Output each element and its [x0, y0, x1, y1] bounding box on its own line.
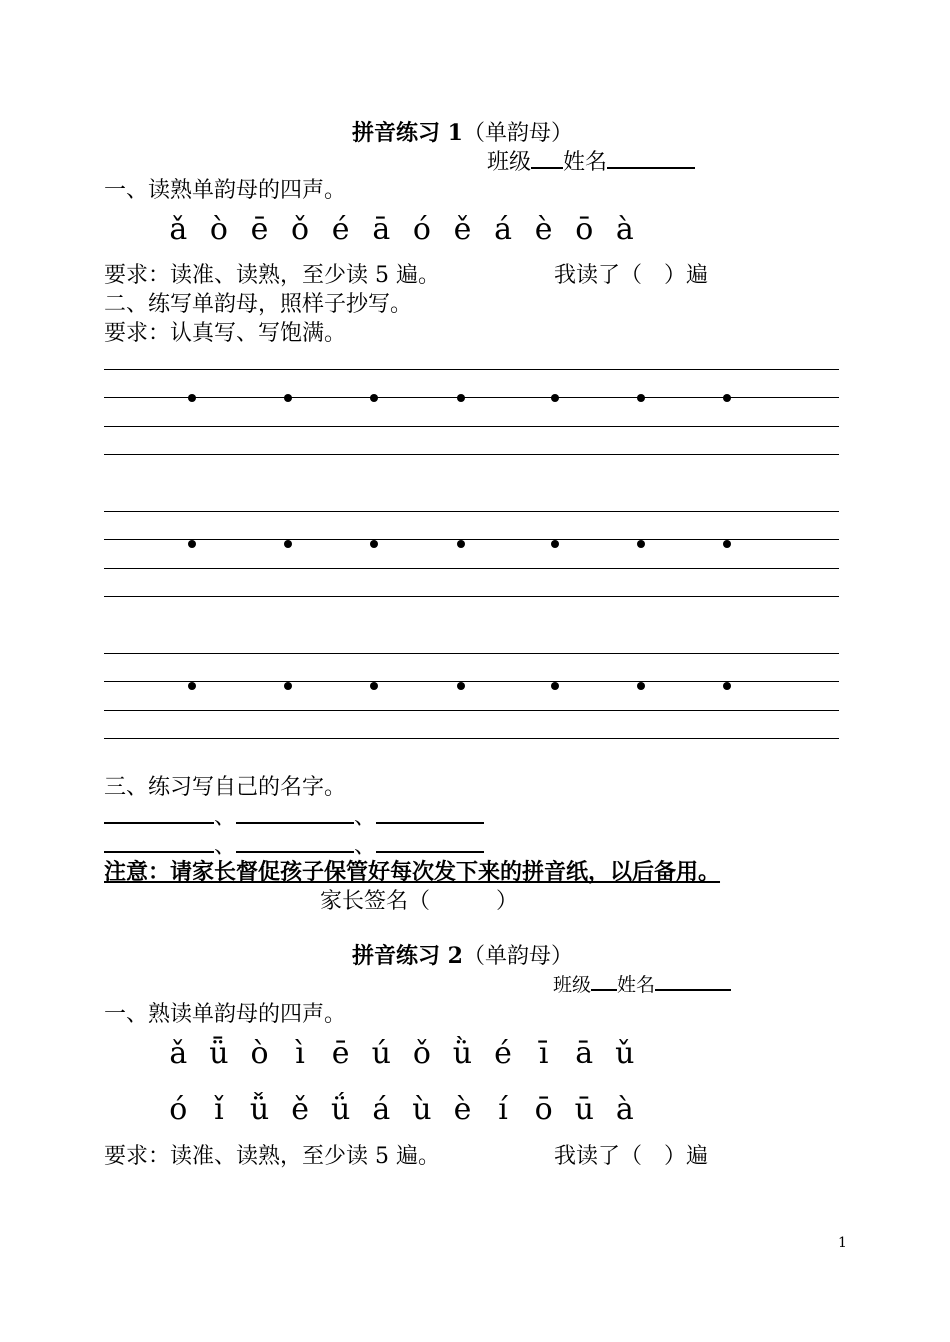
separator: 、	[354, 834, 377, 859]
pinyin-letter: ě	[453, 212, 472, 247]
name-write-blank[interactable]	[376, 802, 484, 824]
pinyin-letter: ō	[534, 1092, 553, 1127]
pinyin-letter: ǎ	[169, 1036, 188, 1071]
class-label: 班级	[553, 974, 592, 996]
guide-dot	[188, 682, 196, 690]
guide-dot	[284, 540, 292, 548]
name-blank[interactable]	[655, 972, 731, 991]
guide-dot	[370, 682, 378, 690]
section2-part1-heading: 一、熟读单韵母的四声。	[104, 1002, 347, 1027]
parent-signature[interactable]: 家长签名（ ）	[320, 889, 519, 914]
pinyin-letter: ù	[412, 1092, 432, 1127]
pinyin-letter: é	[331, 212, 350, 247]
name-write-blank[interactable]	[236, 831, 354, 853]
guide-dot	[457, 394, 465, 402]
section2-title-paren: （单韵母）	[462, 944, 573, 969]
pinyin-letter: ě	[291, 1092, 309, 1127]
pinyin-letter: ǎ	[169, 212, 188, 247]
section2-read-count: 我读了（ ）遍	[554, 1144, 709, 1169]
pinyin-letter: ǜ	[452, 1036, 473, 1071]
section2-pinyin-row-1	[158, 1036, 645, 1071]
pinyin-letter: í	[498, 1092, 508, 1127]
section1-part2-heading: 二、练写单韵母，照样子抄写。	[104, 292, 413, 317]
guide-dot	[284, 394, 292, 402]
pinyin-letter: ī	[538, 1036, 549, 1071]
name-write-blank[interactable]	[376, 831, 484, 853]
pinyin-letter: ó	[169, 1092, 188, 1127]
pinyin-letter: è	[534, 212, 553, 247]
pinyin-letter: ū	[574, 1092, 594, 1127]
name-label: 姓名	[617, 974, 656, 996]
section2-title	[352, 939, 573, 970]
guide-dot	[284, 682, 292, 690]
pinyin-letter: ǒ	[291, 212, 310, 247]
guide-dot	[457, 540, 465, 548]
name-write-blank[interactable]	[236, 802, 354, 824]
pinyin-letter: ǐ	[214, 1092, 224, 1127]
grid-line	[104, 454, 839, 455]
pinyin-letter: ǖ	[209, 1036, 229, 1071]
class-label: 班级	[487, 150, 532, 175]
pinyin-letter: ā	[372, 212, 391, 247]
guide-dot	[370, 540, 378, 548]
pinyin-letter: ú	[371, 1036, 391, 1071]
guide-dot	[723, 682, 731, 690]
guide-dot	[723, 394, 731, 402]
section1-read-count: 我读了（ ）遍	[554, 263, 709, 288]
guide-dot	[370, 394, 378, 402]
section1-part2-requirement: 要求：认真写、写饱满。	[104, 321, 347, 346]
section1-title-paren: （单韵母）	[462, 121, 573, 146]
section2-class-name-line	[553, 970, 731, 997]
pinyin-letter: ō	[575, 212, 594, 247]
pinyin-letter: é	[494, 1036, 512, 1071]
page-number: 1	[838, 1235, 847, 1251]
name-write-blank[interactable]	[104, 802, 214, 824]
grid-line	[104, 426, 839, 427]
pinyin-letter: ǒ	[412, 1036, 431, 1071]
pinyin-letter: ē	[250, 212, 269, 247]
grid-line	[104, 653, 839, 654]
name-blanks-row-1	[104, 800, 484, 831]
name-label: 姓名	[563, 150, 608, 175]
pinyin-letter: á	[372, 1092, 391, 1127]
parent-notice: 注意：请家长督促孩子保管好每次发下来的拼音纸，以后备用。	[104, 859, 721, 885]
pinyin-letter: è	[453, 1092, 472, 1127]
pinyin-letter: ǚ	[249, 1092, 270, 1127]
guide-dot	[188, 394, 196, 402]
pinyin-letter: ā	[575, 1036, 594, 1071]
section2-requirement: 要求：读准、读熟，至少读 5 遍。	[104, 1144, 440, 1169]
class-blank[interactable]	[591, 972, 617, 991]
guide-dot	[723, 540, 731, 548]
guide-dot	[637, 394, 645, 402]
guide-dot	[551, 682, 559, 690]
section2-pinyin-row-2	[158, 1092, 645, 1127]
section1-part1-heading: 一、读熟单韵母的四声。	[104, 178, 347, 203]
grid-line	[104, 596, 839, 597]
guide-dot	[637, 682, 645, 690]
separator: 、	[214, 834, 237, 859]
pinyin-letter: ò	[209, 212, 228, 247]
section2-title-main: 拼音练习 2	[352, 943, 463, 969]
section1-pinyin-row	[158, 212, 645, 247]
class-blank[interactable]	[531, 147, 563, 169]
grid-line	[104, 511, 839, 512]
pinyin-letter: ò	[250, 1036, 269, 1071]
pinyin-letter: ē	[331, 1036, 350, 1071]
guide-dot	[551, 394, 559, 402]
section1-requirement: 要求：读准、读熟，至少读 5 遍。	[104, 263, 440, 288]
separator: 、	[354, 805, 377, 830]
section1-part3-heading: 三、练习写自己的名字。	[104, 775, 347, 800]
section1-title	[352, 116, 573, 147]
guide-dot	[637, 540, 645, 548]
separator: 、	[214, 805, 237, 830]
pinyin-letter: á	[494, 212, 512, 247]
section1-title-main: 拼音练习 1	[352, 120, 463, 146]
grid-line	[104, 568, 839, 569]
guide-dot	[457, 682, 465, 690]
grid-line	[104, 738, 839, 739]
pinyin-letter: ó	[412, 212, 431, 247]
guide-dot	[551, 540, 559, 548]
guide-dot	[188, 540, 196, 548]
pinyin-letter: ì	[295, 1036, 305, 1071]
grid-line	[104, 710, 839, 711]
pinyin-letter: ǔ	[615, 1036, 635, 1071]
pinyin-letter: à	[615, 212, 634, 247]
section1-class-name-line	[487, 145, 695, 176]
pinyin-letter: ǘ	[331, 1092, 351, 1127]
name-write-blank[interactable]	[104, 831, 214, 853]
pinyin-letter: à	[615, 1092, 634, 1127]
grid-line	[104, 369, 839, 370]
name-blank[interactable]	[607, 147, 695, 169]
